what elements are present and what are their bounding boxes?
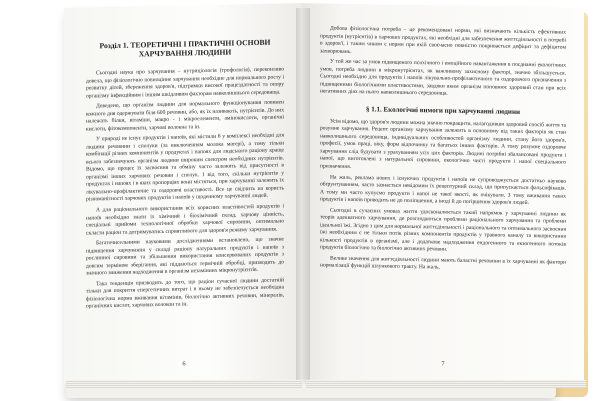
left-paragraph: Доведено, що організм людини для нормального функціонування повинен кожного дня одержувати біля 600 речовин, або, як їх називають, нутрієнтів. До них належать білки, вітаміни, макро - і мікроелементи, амінокислоти, органічні кислоти, фітокомпоненти, харчові волокна та ін.	[86, 99, 284, 133]
left-paragraph: А для раціонального використання всіх корисних властивостей продуктів і напоїв необхідно знати їх хімічний і біохімічний склад, харчову цінність, спеціальні прийоми технологічної обробки харчової сировини, оптимально скласти раціон та дотримуватись сприятливого для здоров'я режиму харчування.	[86, 203, 284, 237]
right-paragraph: Усім відомо, що здоров'я людини можна значно покращити, налагодивши здоровий спосіб життя та розумне харчування. Рецепт організму харчування залежить в основному від таких факторів як стан навколишнього середовища, індивідуальних особливостей організму людини, стану його здоров'я, професії, умов праці, віку, форм відпочинку та багатьох інших факторів. А тому розумне оздоровче харчування слід будувати з урахуванням усіх цих факторів. Людині потрібні збалансовані продукти і напої, що виготовлені з натуральної сировини, екологічно чисті продукти і напої спеціального призначення.	[320, 118, 566, 170]
left-page-number: 6	[182, 360, 186, 368]
book-gutter	[296, 8, 310, 384]
section-subheading: § 1.1. Екологічні вимоги при харчуванні людини	[365, 104, 521, 116]
chapter-heading: Розділ 1. ТЕОРЕТИЧНІ І ПРАКТИЧНІ ОСНОВИ ХАРЧУВАННЯ ЛЮДИНИ	[99, 37, 271, 59]
right-paragraph: Сьогодні в сучасних умовах життя удосконалюється такий напрямок у харчуванні людини як теорія адекватного харчування, де розглядаються проблеми раціонального харчування та проблеми ідеальної їжі. Згідно з цим для нормальної життєдіяльності і раціонального та оптимального засвоєння їжі необхідним є не тільки потік різних компонентів продуктів у травного каналу та використання кількості продуктів в організмі, але і додаткове надходження ендогенного та екзогенного потоків продуктів біологічно та біологічно активних речовин.	[320, 207, 566, 253]
left-page	[64, 3, 304, 384]
left-paragraph: Сьогодні наука про харчування – нутриціологія (трофологія), переконливо довела, що фізіологічно повноцінне харчування необхідне для нормального росту і розвитку дітей, збереження здоров'я, підтримки високої працездатності та опору організму інфекційним і іншим шкідливим факторам навколишнього середовища.	[86, 66, 284, 100]
left-paragraph: Багаточисельними науковими дослідженнями встановлено, що значне підвищення харчування у складі раціону натуральних продуктів і напоїв з рослинної сировини та збільшення використання консервованих продуктів з довгим терміном зберігання, які піддаються термічній обробці, призводить до значного зниження надходження в організм незамінних мікронутрієнтів.	[86, 236, 284, 277]
right-paragraph: На жаль, реклама нових і існуючих продуктів і напоїв не супроводжується достатньо науково обґрунтуванням, часто зазнається невідомим їх рецептурний склад, що припускається фальсифікація. А тому ми часто купуємо продукти і напої не такої якості, як очікували. З тому вживання таких продуктів і напоїв приводить не до поліпшення, а іноді й до погіршення здоров'я людей.	[320, 174, 566, 207]
right-page-stack	[306, 380, 586, 388]
left-page-stack	[66, 380, 302, 388]
left-paragraph: У природі не існує продуктів і напоїв, які містили б у комплексі необхідні для людини речовини і сполуки (за виключенням молока матері), а тому тільки комбінації різних компонентів у продуктах і напоях для людського раціону краще всього забезпечують організм людини широким спектром необхідних нутрієнтів. Відомо, що процес їх засвоєння та обміну часто залежить від присутності в організмі інших харчових речовин і сполук. І від того, скільки нутрієнтів у продуктах і напоях і в яких пропорціях вони містяться, при харчуванні залежить їх лікувально-профілактичне та оздоровчі властивості. Все це свідчить на користь різноманітності харчових продуктів і напоїв у щоденному харчуванні людей.	[86, 132, 284, 204]
right-page	[302, 3, 584, 384]
right-intro-paragraph: Добова фізіологічна потреба – це рекомендовані норми, які визначають кількість ефективних продуктів (нутрієнтів) в харчових продуктах, які необхідні для забезпечення життєдіяльності в потребі в здоров'ї, і таким чином є норми при якій своєчасно повністю покривається дефіцит та дефіцитом захворювань.	[320, 25, 566, 55]
right-page-number: 7	[441, 360, 445, 368]
right-paragraph: Велике значення для життєдіяльності людини мають баластні речовини в їх харчуванні як фактори нормалізації функцій шлункового тракту. На жаль,	[320, 255, 566, 271]
right-intro-paragraph: У той же час за умов підвищеного психічного і емоційного навантаження в поєднанні екологічних умов, потреба людини в мікронутрієнтах, як важливому захисному факторі, значно збільшується. Сьогодні необхідно для продуктів і напоїв лікувально-профілактичного та оздоровчого призначення з підвищеними біологічними властивостями, завдяки яким організм поповнює здоровий стан при всіх негативних діях на нього навколишнього середовища.	[320, 58, 566, 97]
left-paragraph: Така тенденція призводить до того, що раціон сучасної людини достатній тільки для покриття енергетичних витрат і в ньому не забезпечується необхідна фізіологічна норма вживання вітамінів, біологічно активних речовин, мінералів, органічних кислот, харчових волокон та ін.	[86, 277, 284, 310]
